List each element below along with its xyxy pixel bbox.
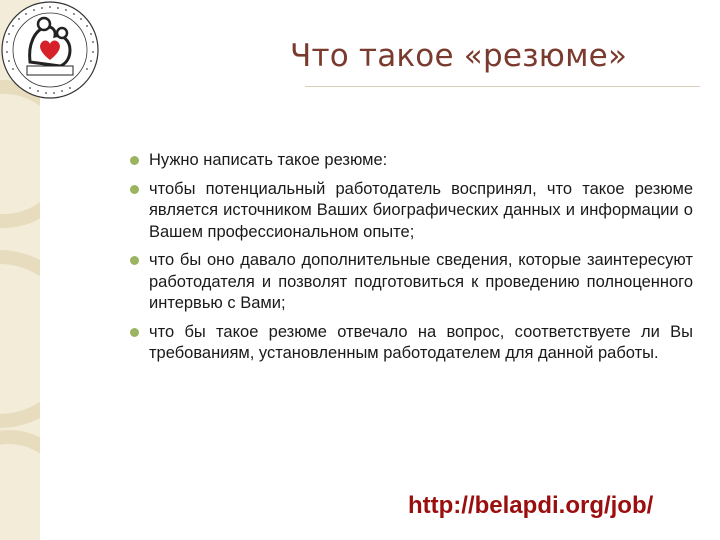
page-title: Что такое «резюме» [290,38,628,74]
list-item [130,250,693,315]
bullet-dot-icon [130,185,139,194]
bullet-list [130,150,693,372]
list-item [130,322,693,365]
list-item-text: Нужно написать такое резюме: [149,151,388,169]
list-item-text: что бы оно давало дополнительные сведения, которые заинтересуют работодателя и позволят подготовиться к проведению полноценного интервью с Вами; [149,251,693,312]
logo-icon [0,0,100,100]
decorative-ring [0,250,40,428]
website-link[interactable]: http://belapdi.org/job/ [408,492,654,519]
list-item [130,150,693,172]
decorative-ring [0,430,40,540]
bullet-dot-icon [130,328,139,337]
title-divider [305,86,700,87]
list-item-text: чтобы потенциальный работодатель воспринял, что такое резюме является источником Ваших биографических данных и информации о Вашем профессиональном опыте; [149,179,693,241]
list-item [130,179,693,244]
list-item-text: что бы такое резюме отвечало на вопрос, соответствуете ли Вы требованиям, установленным работодателем для данной работы. [149,322,693,362]
bullet-dot-icon [130,256,139,265]
organization-logo [0,0,100,100]
bullet-dot-icon [130,156,139,165]
decorative-ring [0,80,40,228]
